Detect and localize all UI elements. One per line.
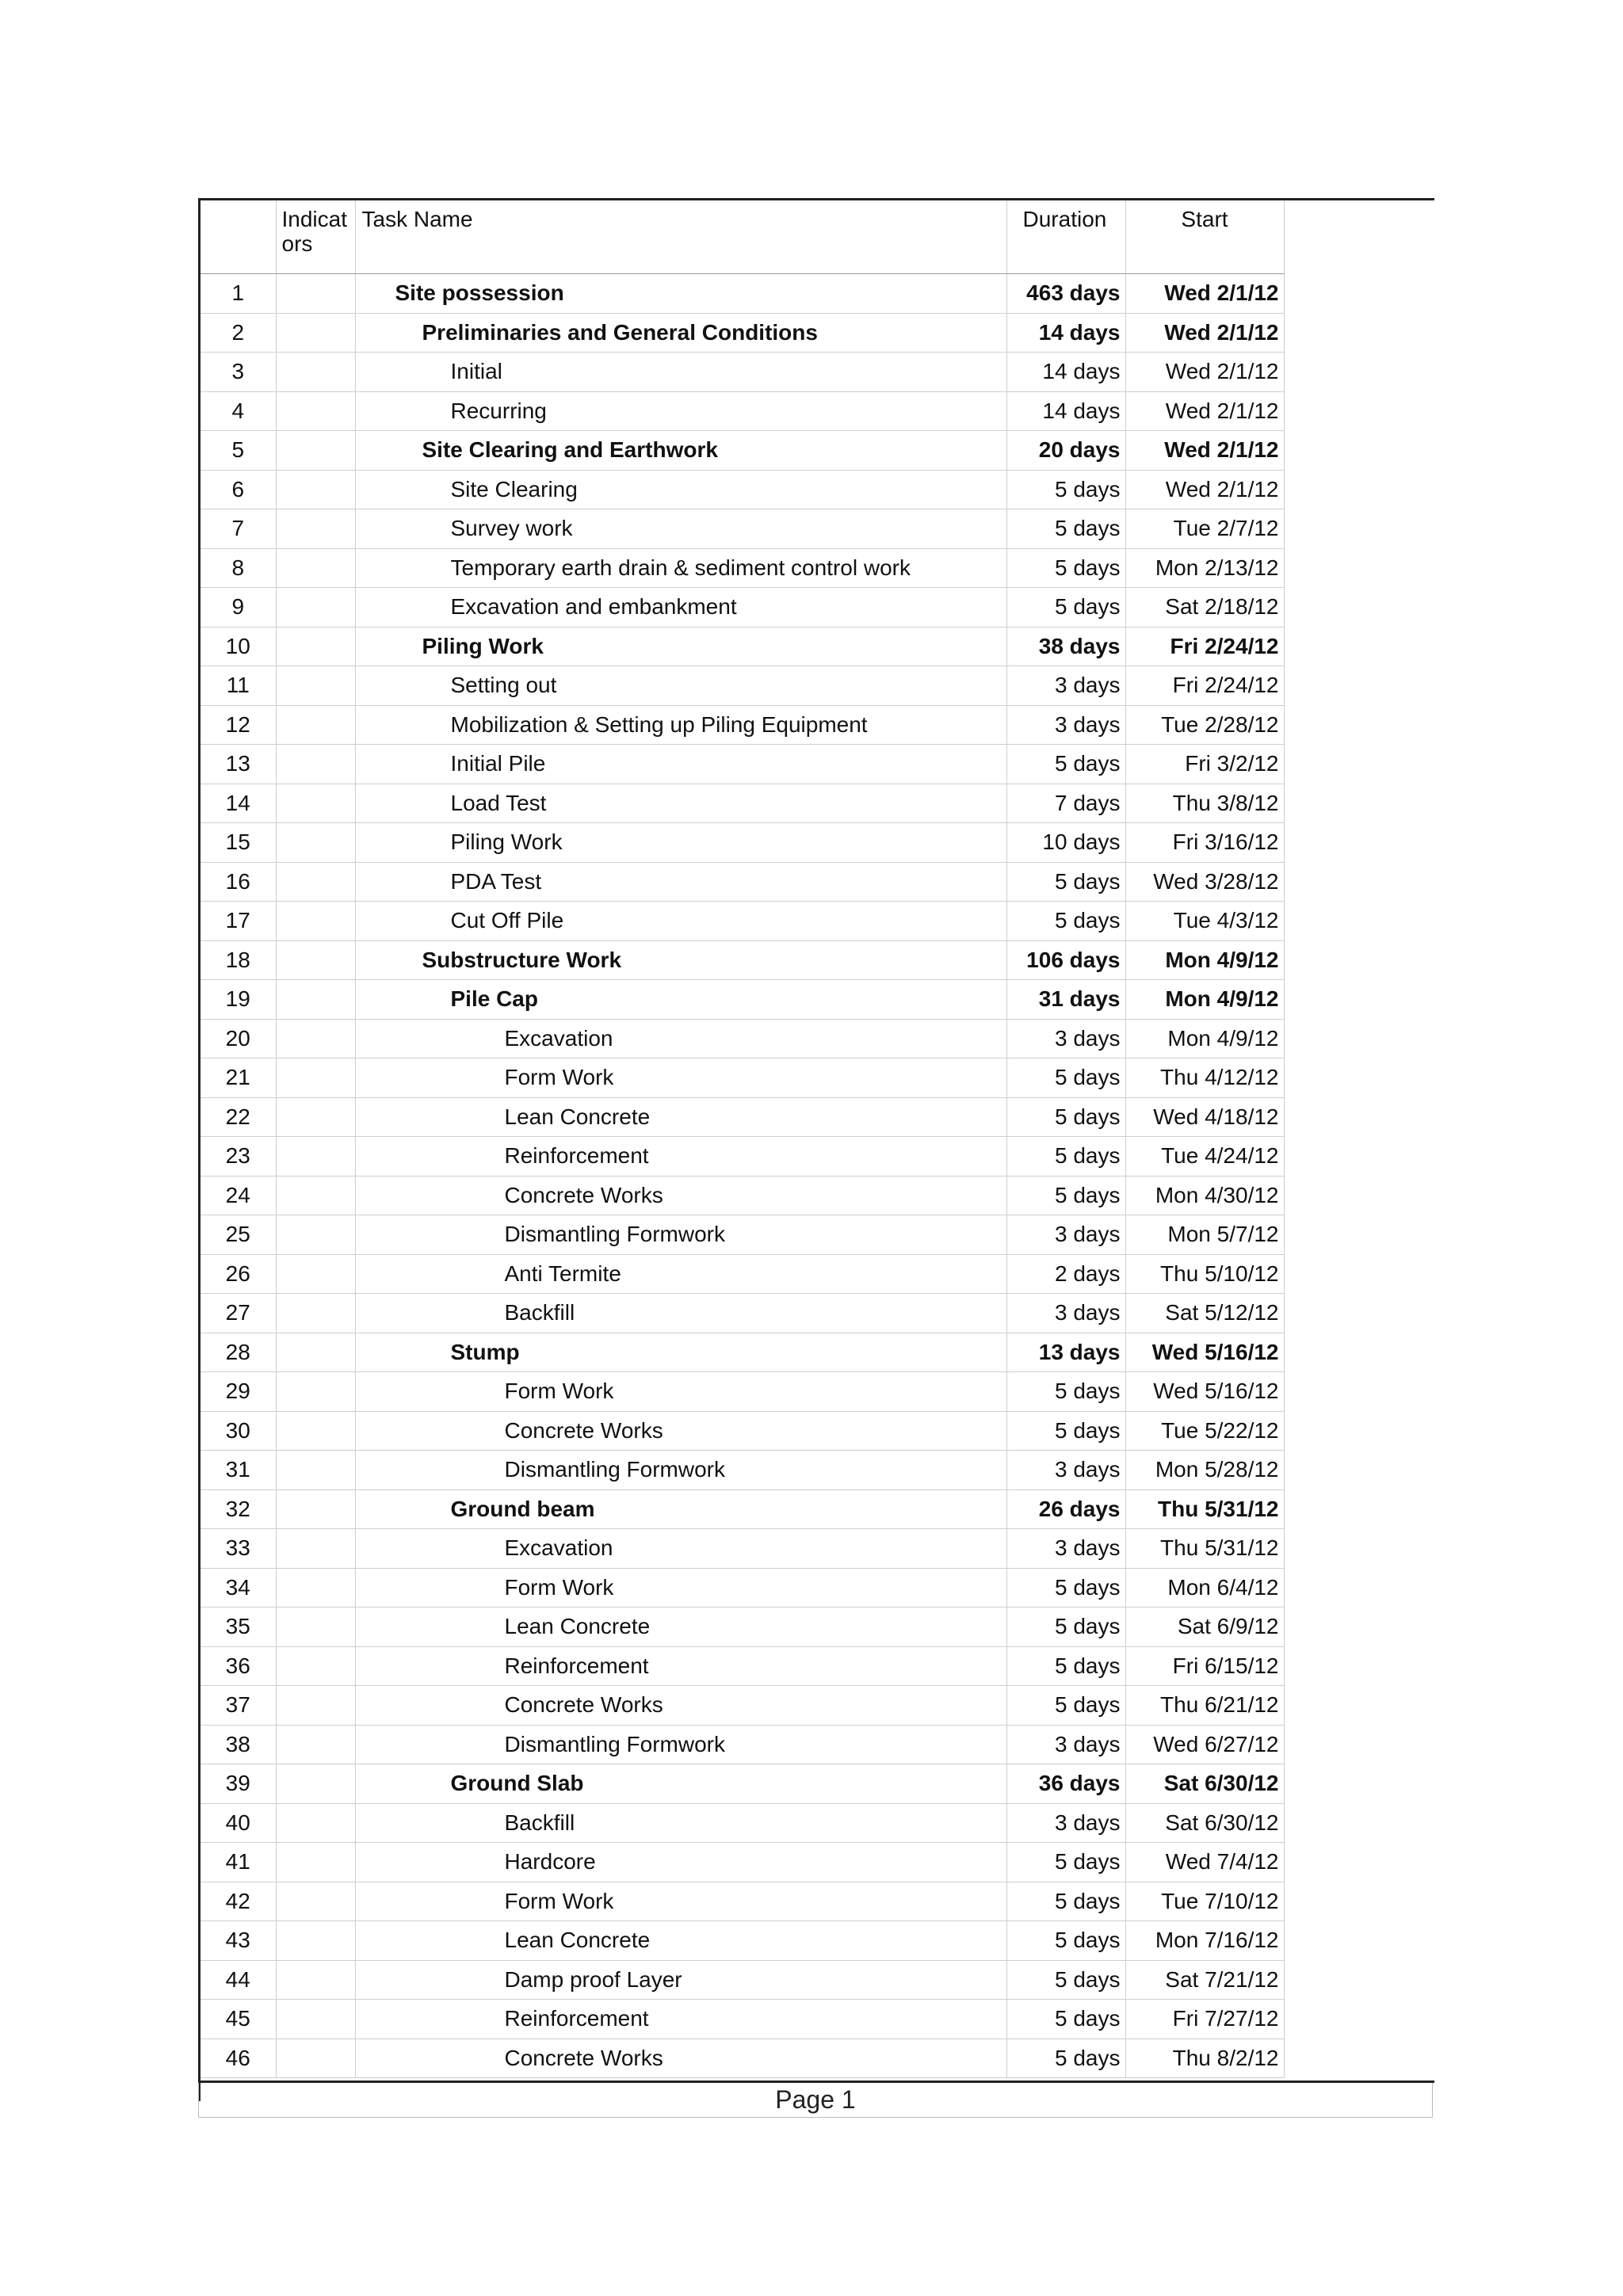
row-id-cell[interactable]: 34 [200, 1568, 276, 1608]
row-duration-cell[interactable]: 5 days [1006, 2000, 1125, 2039]
row-duration-cell[interactable]: 5 days [1006, 1137, 1125, 1177]
row-start-cell[interactable]: Sat 6/9/12 [1125, 1608, 1284, 1647]
row-task-name-cell[interactable]: Reinforcement [355, 1646, 1006, 1686]
row-start-cell[interactable]: Mon 4/9/12 [1125, 1019, 1284, 1058]
row-task-name-cell[interactable]: Load Test [355, 784, 1006, 823]
table-row[interactable] [200, 1725, 1284, 1764]
row-duration-cell[interactable]: 5 days [1006, 902, 1125, 941]
row-start-cell[interactable]: Mon 4/9/12 [1125, 940, 1284, 980]
row-indicators-cell[interactable] [276, 1097, 355, 1137]
table-row[interactable] [200, 274, 1284, 314]
table-row[interactable] [200, 1411, 1284, 1451]
gantt-table-page [198, 198, 1434, 2114]
row-start-cell[interactable]: Mon 7/16/12 [1125, 1921, 1284, 1961]
row-task-name-cell[interactable]: Piling Work [355, 627, 1006, 666]
row-id-cell[interactable]: 11 [200, 666, 276, 706]
row-start-cell[interactable]: Fri 3/2/12 [1125, 745, 1284, 784]
row-duration-cell[interactable]: 5 days [1006, 588, 1125, 627]
row-duration-cell[interactable]: 106 days [1006, 940, 1125, 980]
table-row[interactable] [200, 2039, 1284, 2078]
row-duration-cell[interactable]: 36 days [1006, 1764, 1125, 1804]
row-id-cell[interactable]: 5 [200, 431, 276, 471]
row-start-cell[interactable]: Mon 5/7/12 [1125, 1215, 1284, 1255]
row-start-cell[interactable]: Tue 7/10/12 [1125, 1882, 1284, 1921]
row-duration-cell[interactable]: 5 days [1006, 1686, 1125, 1726]
row-start-cell[interactable]: Mon 5/28/12 [1125, 1451, 1284, 1490]
row-duration-cell[interactable]: 463 days [1006, 274, 1125, 314]
row-duration-cell[interactable]: 5 days [1006, 1646, 1125, 1686]
row-id-cell[interactable]: 37 [200, 1686, 276, 1726]
task-rows [200, 274, 1284, 2078]
table-row[interactable] [200, 627, 1284, 666]
row-task-name-cell[interactable]: Reinforcement [355, 2000, 1006, 2039]
row-start-cell[interactable]: Mon 4/9/12 [1125, 980, 1284, 1020]
row-start-cell[interactable]: Wed 2/1/12 [1125, 274, 1284, 314]
row-task-name-cell[interactable]: Concrete Works [355, 1411, 1006, 1451]
row-start-cell[interactable]: Fri 6/15/12 [1125, 1646, 1284, 1686]
page-footer [198, 2083, 1433, 2118]
row-duration-cell[interactable]: 5 days [1006, 745, 1125, 784]
row-start-cell[interactable]: Thu 6/21/12 [1125, 1686, 1284, 1726]
table-row[interactable] [200, 1451, 1284, 1490]
row-id-cell[interactable]: 35 [200, 1608, 276, 1647]
row-task-name-cell[interactable]: Form Work [355, 1372, 1006, 1412]
row-duration-cell[interactable]: 3 days [1006, 1803, 1125, 1843]
row-indicators-cell[interactable] [276, 940, 355, 980]
header-start[interactable]: Start [1125, 200, 1284, 274]
row-id-cell[interactable]: 4 [200, 391, 276, 431]
table-row[interactable] [200, 902, 1284, 941]
row-id-cell[interactable]: 16 [200, 862, 276, 902]
page-number: Page 1 [775, 2085, 856, 2114]
row-duration-cell[interactable]: 5 days [1006, 862, 1125, 902]
row-id-cell[interactable]: 19 [200, 980, 276, 1020]
table-row[interactable] [200, 1764, 1284, 1804]
row-duration-cell[interactable]: 5 days [1006, 1372, 1125, 1412]
row-id-cell[interactable]: 42 [200, 1882, 276, 1921]
row-start-cell[interactable]: Wed 5/16/12 [1125, 1333, 1284, 1372]
table-row[interactable] [200, 1921, 1284, 1961]
row-id-cell[interactable]: 33 [200, 1529, 276, 1569]
row-task-name-cell[interactable]: Concrete Works [355, 1176, 1006, 1215]
row-task-name-cell[interactable]: Excavation and embankment [355, 588, 1006, 627]
row-indicators-cell[interactable] [276, 1411, 355, 1451]
row-duration-cell[interactable]: 3 days [1006, 1215, 1125, 1255]
row-id-cell[interactable]: 24 [200, 1176, 276, 1215]
row-id-cell[interactable]: 3 [200, 353, 276, 392]
row-duration-cell[interactable]: 5 days [1006, 1843, 1125, 1882]
row-start-cell[interactable]: Wed 2/1/12 [1125, 391, 1284, 431]
row-indicators-cell[interactable] [276, 1646, 355, 1686]
table-row[interactable] [200, 705, 1284, 745]
row-start-cell[interactable]: Mon 6/4/12 [1125, 1568, 1284, 1608]
table-row[interactable] [200, 1019, 1284, 1058]
row-id-cell[interactable]: 46 [200, 2039, 276, 2078]
row-start-cell[interactable]: Tue 4/24/12 [1125, 1137, 1284, 1177]
table-row[interactable] [200, 353, 1284, 392]
row-indicators-cell[interactable] [276, 470, 355, 509]
row-task-name-cell[interactable]: Recurring [355, 391, 1006, 431]
row-task-name-cell[interactable]: Reinforcement [355, 1137, 1006, 1177]
row-task-name-cell[interactable]: Hardcore [355, 1843, 1006, 1882]
row-duration-cell[interactable]: 5 days [1006, 2039, 1125, 2078]
row-duration-cell[interactable]: 3 days [1006, 1725, 1125, 1764]
row-task-name-cell[interactable]: Form Work [355, 1882, 1006, 1921]
row-id-cell[interactable]: 23 [200, 1137, 276, 1177]
table-row[interactable] [200, 1646, 1284, 1686]
row-indicators-cell[interactable] [276, 1019, 355, 1058]
row-duration-cell[interactable]: 5 days [1006, 1608, 1125, 1647]
table-row[interactable] [200, 1097, 1284, 1137]
table-row[interactable] [200, 1843, 1284, 1882]
row-start-cell[interactable]: Wed 2/1/12 [1125, 431, 1284, 471]
row-task-name-cell[interactable]: Backfill [355, 1803, 1006, 1843]
row-task-name-cell[interactable]: Concrete Works [355, 2039, 1006, 2078]
row-task-name-cell[interactable]: Excavation [355, 1019, 1006, 1058]
row-id-cell[interactable]: 30 [200, 1411, 276, 1451]
row-indicators-cell[interactable] [276, 391, 355, 431]
row-duration-cell[interactable]: 5 days [1006, 509, 1125, 549]
row-id-cell[interactable]: 36 [200, 1646, 276, 1686]
row-id-cell[interactable]: 2 [200, 313, 276, 353]
row-indicators-cell[interactable] [276, 1608, 355, 1647]
row-duration-cell[interactable]: 14 days [1006, 353, 1125, 392]
row-id-cell[interactable]: 41 [200, 1843, 276, 1882]
row-duration-cell[interactable]: 26 days [1006, 1489, 1125, 1529]
row-indicators-cell[interactable] [276, 862, 355, 902]
table-row[interactable] [200, 1333, 1284, 1372]
row-task-name-cell[interactable]: Pile Cap [355, 980, 1006, 1020]
row-start-cell[interactable]: Thu 5/31/12 [1125, 1529, 1284, 1569]
table-row[interactable] [200, 313, 1284, 353]
row-indicators-cell[interactable] [276, 1843, 355, 1882]
row-start-cell[interactable]: Thu 8/2/12 [1125, 2039, 1284, 2078]
row-indicators-cell[interactable] [276, 1529, 355, 1569]
row-duration-cell[interactable]: 20 days [1006, 431, 1125, 471]
row-indicators-cell[interactable] [276, 902, 355, 941]
row-id-cell[interactable]: 31 [200, 1451, 276, 1490]
row-task-name-cell[interactable]: Site Clearing and Earthwork [355, 431, 1006, 471]
table-row[interactable] [200, 509, 1284, 549]
row-id-cell[interactable]: 15 [200, 823, 276, 863]
row-indicators-cell[interactable] [276, 1882, 355, 1921]
table-row[interactable] [200, 588, 1284, 627]
table-row[interactable] [200, 862, 1284, 902]
row-task-name-cell[interactable]: Damp proof Layer [355, 1960, 1006, 2000]
row-task-name-cell[interactable]: Lean Concrete [355, 1097, 1006, 1137]
row-duration-cell[interactable]: 3 days [1006, 1451, 1125, 1490]
row-start-cell[interactable]: Mon 2/13/12 [1125, 548, 1284, 588]
row-start-cell[interactable]: Sat 5/12/12 [1125, 1294, 1284, 1333]
row-task-name-cell[interactable]: Survey work [355, 509, 1006, 549]
table-row[interactable] [200, 1137, 1284, 1177]
row-start-cell[interactable]: Tue 4/3/12 [1125, 902, 1284, 941]
table-row[interactable] [200, 1882, 1284, 1921]
row-indicators-cell[interactable] [276, 2000, 355, 2039]
table-row[interactable] [200, 666, 1284, 706]
row-start-cell[interactable]: Fri 7/27/12 [1125, 2000, 1284, 2039]
row-indicators-cell[interactable] [276, 1137, 355, 1177]
row-id-cell[interactable]: 7 [200, 509, 276, 549]
row-indicators-cell[interactable] [276, 627, 355, 666]
row-start-cell[interactable]: Wed 2/1/12 [1125, 353, 1284, 392]
row-indicators-cell[interactable] [276, 784, 355, 823]
row-duration-cell[interactable]: 13 days [1006, 1333, 1125, 1372]
row-task-name-cell[interactable]: Mobilization & Setting up Piling Equipment [355, 705, 1006, 745]
row-id-cell[interactable]: 14 [200, 784, 276, 823]
table-row[interactable] [200, 940, 1284, 980]
row-id-cell[interactable]: 8 [200, 548, 276, 588]
row-id-cell[interactable]: 10 [200, 627, 276, 666]
row-id-cell[interactable]: 29 [200, 1372, 276, 1412]
row-indicators-cell[interactable] [276, 353, 355, 392]
row-duration-cell[interactable]: 5 days [1006, 1882, 1125, 1921]
row-indicators-cell[interactable] [276, 1803, 355, 1843]
row-id-cell[interactable]: 17 [200, 902, 276, 941]
row-id-cell[interactable]: 26 [200, 1254, 276, 1294]
table-row[interactable] [200, 784, 1284, 823]
table-row[interactable] [200, 2000, 1284, 2039]
row-indicators-cell[interactable] [276, 1333, 355, 1372]
row-start-cell[interactable]: Thu 5/10/12 [1125, 1254, 1284, 1294]
row-task-name-cell[interactable]: Dismantling Formwork [355, 1451, 1006, 1490]
row-duration-cell[interactable]: 7 days [1006, 784, 1125, 823]
row-start-cell[interactable]: Wed 4/18/12 [1125, 1097, 1284, 1137]
row-id-cell[interactable]: 9 [200, 588, 276, 627]
row-indicators-cell[interactable] [276, 274, 355, 314]
row-start-cell[interactable]: Wed 2/1/12 [1125, 313, 1284, 353]
table-row[interactable] [200, 980, 1284, 1020]
row-task-name-cell[interactable]: Preliminaries and General Conditions [355, 313, 1006, 353]
row-duration-cell[interactable]: 2 days [1006, 1254, 1125, 1294]
row-duration-cell[interactable]: 5 days [1006, 1960, 1125, 2000]
row-indicators-cell[interactable] [276, 1921, 355, 1961]
row-task-name-cell[interactable]: Lean Concrete [355, 1608, 1006, 1647]
row-start-cell[interactable]: Fri 2/24/12 [1125, 627, 1284, 666]
table-row[interactable] [200, 1294, 1284, 1333]
row-indicators-cell[interactable] [276, 1176, 355, 1215]
row-start-cell[interactable]: Sat 7/21/12 [1125, 1960, 1284, 2000]
table-row[interactable] [200, 1960, 1284, 2000]
row-indicators-cell[interactable] [276, 1058, 355, 1098]
row-indicators-cell[interactable] [276, 823, 355, 863]
table-row[interactable] [200, 1058, 1284, 1098]
row-id-cell[interactable]: 27 [200, 1294, 276, 1333]
row-task-name-cell[interactable]: Initial Pile [355, 745, 1006, 784]
row-task-name-cell[interactable]: Ground beam [355, 1489, 1006, 1529]
table-row[interactable] [200, 548, 1284, 588]
table-row[interactable] [200, 1489, 1284, 1529]
row-indicators-cell[interactable] [276, 313, 355, 353]
row-indicators-cell[interactable] [276, 2039, 355, 2078]
row-indicators-cell[interactable] [276, 1451, 355, 1490]
table-row[interactable] [200, 1372, 1284, 1412]
row-duration-cell[interactable]: 31 days [1006, 980, 1125, 1020]
row-start-cell[interactable]: Mon 4/30/12 [1125, 1176, 1284, 1215]
row-id-cell[interactable]: 43 [200, 1921, 276, 1961]
row-start-cell[interactable]: Sat 2/18/12 [1125, 588, 1284, 627]
table-row[interactable] [200, 1608, 1284, 1647]
row-id-cell[interactable]: 1 [200, 274, 276, 314]
row-start-cell[interactable]: Thu 3/8/12 [1125, 784, 1284, 823]
table-row[interactable] [200, 1568, 1284, 1608]
row-start-cell[interactable]: Tue 2/7/12 [1125, 509, 1284, 549]
header-indicators[interactable]: Indicators [276, 200, 355, 274]
row-indicators-cell[interactable] [276, 705, 355, 745]
row-duration-cell[interactable]: 5 days [1006, 548, 1125, 588]
row-duration-cell[interactable]: 3 days [1006, 1529, 1125, 1569]
table-row[interactable] [200, 823, 1284, 863]
row-id-cell[interactable]: 22 [200, 1097, 276, 1137]
row-task-name-cell[interactable]: Temporary earth drain & sediment control work [355, 548, 1006, 588]
row-indicators-cell[interactable] [276, 980, 355, 1020]
row-id-cell[interactable]: 38 [200, 1725, 276, 1764]
row-indicators-cell[interactable] [276, 666, 355, 706]
row-duration-cell[interactable]: 3 days [1006, 666, 1125, 706]
row-id-cell[interactable]: 39 [200, 1764, 276, 1804]
row-start-cell[interactable]: Sat 6/30/12 [1125, 1764, 1284, 1804]
row-start-cell[interactable]: Tue 5/22/12 [1125, 1411, 1284, 1451]
row-task-name-cell[interactable]: Site Clearing [355, 470, 1006, 509]
row-task-name-cell[interactable]: Excavation [355, 1529, 1006, 1569]
table-row[interactable] [200, 745, 1284, 784]
row-indicators-cell[interactable] [276, 1254, 355, 1294]
row-indicators-cell[interactable] [276, 1960, 355, 2000]
row-indicators-cell[interactable] [276, 588, 355, 627]
row-task-name-cell[interactable]: Lean Concrete [355, 1921, 1006, 1961]
table-row[interactable] [200, 1686, 1284, 1726]
row-duration-cell[interactable]: 14 days [1006, 391, 1125, 431]
row-indicators-cell[interactable] [276, 1686, 355, 1726]
row-id-cell[interactable]: 28 [200, 1333, 276, 1372]
row-indicators-cell[interactable] [276, 1489, 355, 1529]
table-row[interactable] [200, 391, 1284, 431]
row-duration-cell[interactable]: 3 days [1006, 1294, 1125, 1333]
row-duration-cell[interactable]: 5 days [1006, 1921, 1125, 1961]
row-indicators-cell[interactable] [276, 1764, 355, 1804]
row-task-name-cell[interactable]: Piling Work [355, 823, 1006, 863]
row-start-cell[interactable]: Thu 4/12/12 [1125, 1058, 1284, 1098]
row-task-name-cell[interactable]: Dismantling Formwork [355, 1215, 1006, 1255]
header-duration[interactable]: Duration [1006, 200, 1125, 274]
table-row[interactable] [200, 470, 1284, 509]
table-row[interactable] [200, 1803, 1284, 1843]
row-id-cell[interactable]: 44 [200, 1960, 276, 2000]
row-task-name-cell[interactable]: Anti Termite [355, 1254, 1006, 1294]
header-id[interactable] [200, 200, 276, 274]
row-duration-cell[interactable]: 3 days [1006, 1019, 1125, 1058]
row-indicators-cell[interactable] [276, 509, 355, 549]
row-id-cell[interactable]: 18 [200, 940, 276, 980]
row-task-name-cell[interactable]: Stump [355, 1333, 1006, 1372]
row-indicators-cell[interactable] [276, 1725, 355, 1764]
row-start-cell[interactable]: Thu 5/31/12 [1125, 1489, 1284, 1529]
row-task-name-cell[interactable]: PDA Test [355, 862, 1006, 902]
row-task-name-cell[interactable]: Initial [355, 353, 1006, 392]
row-id-cell[interactable]: 13 [200, 745, 276, 784]
row-task-name-cell[interactable]: Site possession [355, 274, 1006, 314]
row-id-cell[interactable]: 32 [200, 1489, 276, 1529]
row-duration-cell[interactable]: 3 days [1006, 705, 1125, 745]
row-task-name-cell[interactable]: Dismantling Formwork [355, 1725, 1006, 1764]
row-duration-cell[interactable]: 5 days [1006, 1058, 1125, 1098]
row-indicators-cell[interactable] [276, 431, 355, 471]
header-row [200, 200, 1284, 274]
row-task-name-cell[interactable]: Substructure Work [355, 940, 1006, 980]
row-duration-cell[interactable]: 38 days [1006, 627, 1125, 666]
row-indicators-cell[interactable] [276, 1568, 355, 1608]
row-start-cell[interactable]: Tue 2/28/12 [1125, 705, 1284, 745]
row-id-cell[interactable]: 20 [200, 1019, 276, 1058]
row-indicators-cell[interactable] [276, 745, 355, 784]
row-duration-cell[interactable]: 10 days [1006, 823, 1125, 863]
row-task-name-cell[interactable]: Form Work [355, 1058, 1006, 1098]
table-row[interactable] [200, 431, 1284, 471]
header-task-name[interactable]: Task Name [355, 200, 1006, 274]
row-start-cell[interactable]: Sat 6/30/12 [1125, 1803, 1284, 1843]
row-duration-cell[interactable]: 5 days [1006, 470, 1125, 509]
row-id-cell[interactable]: 40 [200, 1803, 276, 1843]
row-task-name-cell[interactable]: Concrete Works [355, 1686, 1006, 1726]
row-task-name-cell[interactable]: Cut Off Pile [355, 902, 1006, 941]
row-task-name-cell[interactable]: Setting out [355, 666, 1006, 706]
row-id-cell[interactable]: 21 [200, 1058, 276, 1098]
row-id-cell[interactable]: 6 [200, 470, 276, 509]
row-duration-cell[interactable]: 5 days [1006, 1411, 1125, 1451]
table-row[interactable] [200, 1215, 1284, 1255]
row-start-cell[interactable]: Wed 2/1/12 [1125, 470, 1284, 509]
row-duration-cell[interactable]: 5 days [1006, 1097, 1125, 1137]
row-duration-cell[interactable]: 5 days [1006, 1568, 1125, 1608]
row-start-cell[interactable]: Fri 3/16/12 [1125, 823, 1284, 863]
row-task-name-cell[interactable]: Form Work [355, 1568, 1006, 1608]
row-duration-cell[interactable]: 5 days [1006, 1176, 1125, 1215]
row-start-cell[interactable]: Wed 5/16/12 [1125, 1372, 1284, 1412]
row-start-cell[interactable]: Wed 6/27/12 [1125, 1725, 1284, 1764]
row-start-cell[interactable]: Fri 2/24/12 [1125, 666, 1284, 706]
row-task-name-cell[interactable]: Ground Slab [355, 1764, 1006, 1804]
row-id-cell[interactable]: 12 [200, 705, 276, 745]
row-duration-cell[interactable]: 14 days [1006, 313, 1125, 353]
row-indicators-cell[interactable] [276, 1372, 355, 1412]
row-indicators-cell[interactable] [276, 548, 355, 588]
row-start-cell[interactable]: Wed 3/28/12 [1125, 862, 1284, 902]
task-table [200, 200, 1285, 2078]
row-task-name-cell[interactable]: Backfill [355, 1294, 1006, 1333]
row-indicators-cell[interactable] [276, 1294, 355, 1333]
row-start-cell[interactable]: Wed 7/4/12 [1125, 1843, 1284, 1882]
table-row[interactable] [200, 1254, 1284, 1294]
table-row[interactable] [200, 1176, 1284, 1215]
row-id-cell[interactable]: 25 [200, 1215, 276, 1255]
row-id-cell[interactable]: 45 [200, 2000, 276, 2039]
row-indicators-cell[interactable] [276, 1215, 355, 1255]
table-row[interactable] [200, 1529, 1284, 1569]
